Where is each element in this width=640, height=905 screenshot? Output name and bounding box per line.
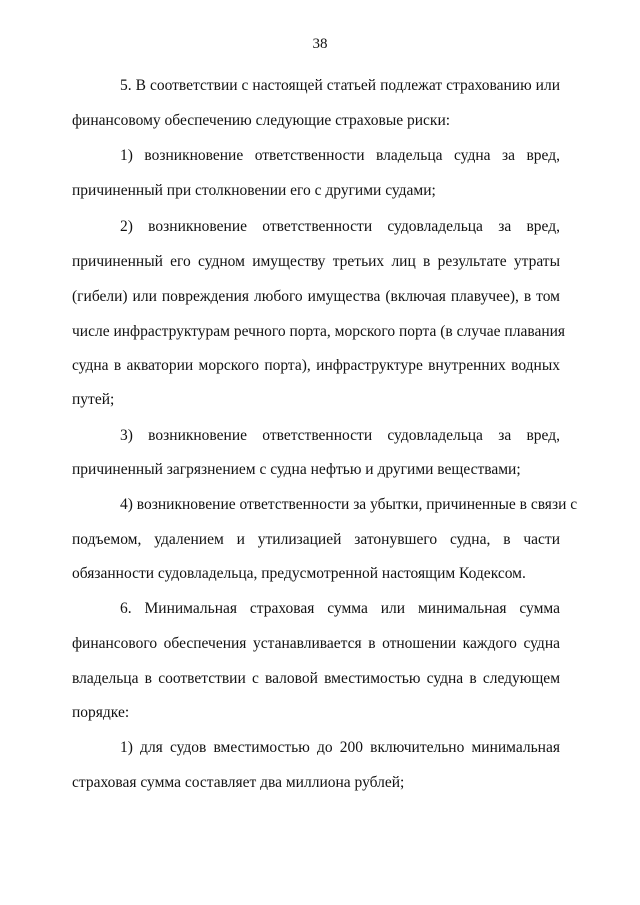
- text-line: 5. В соответствии с настоящей статьей подлежат страхованию или: [120, 77, 560, 94]
- page-number: 38: [312, 36, 328, 52]
- text-line: судна в акватории морского порта), инфраструктуре внутренних водных: [72, 357, 560, 374]
- text-line: страховая сумма составляет два миллиона рублей;: [72, 774, 405, 791]
- text-line: 4) возникновение ответственности за убытки, причиненные в связи с: [120, 496, 578, 513]
- text-line: владельца в соответствии с валовой вместимостью судна в следующем: [72, 670, 560, 687]
- text-line: 1) возникновение ответственности владельца судна за вред,: [120, 147, 560, 164]
- text-line: причиненный загрязнением с судна нефтью и другими веществами;: [72, 461, 521, 478]
- text-line: подъемом, удалением и утилизацией затонувшего судна, в части: [72, 531, 560, 548]
- text-line: финансовому обеспечению следующие страховые риски:: [72, 112, 451, 129]
- text-line: обязанности судовладельца, предусмотренной настоящим Кодексом.: [72, 565, 526, 582]
- text-line: (гибели) или повреждения любого имущества (включая плавучее), в том: [72, 288, 560, 305]
- text-line: порядке:: [72, 704, 130, 721]
- text-line: финансового обеспечения устанавливается в отношении каждого судна: [72, 635, 560, 652]
- text-line: числе инфраструктурам речного порта, морского порта (в случае плавания: [72, 323, 566, 340]
- text-line: 6. Минимальная страховая сумма или минимальная сумма: [120, 600, 560, 617]
- text-line: 2) возникновение ответственности судовладельца за вред,: [120, 218, 560, 235]
- text-line: причиненный при столкновении его с другими судами;: [72, 182, 436, 199]
- text-line: причиненный его судном имуществу третьих лиц в результате утраты: [72, 253, 560, 270]
- text-line: 3) возникновение ответственности судовладельца за вред,: [120, 427, 560, 444]
- text-line: путей;: [72, 391, 115, 408]
- text-line: 1) для судов вместимостью до 200 включительно минимальная: [120, 739, 560, 756]
